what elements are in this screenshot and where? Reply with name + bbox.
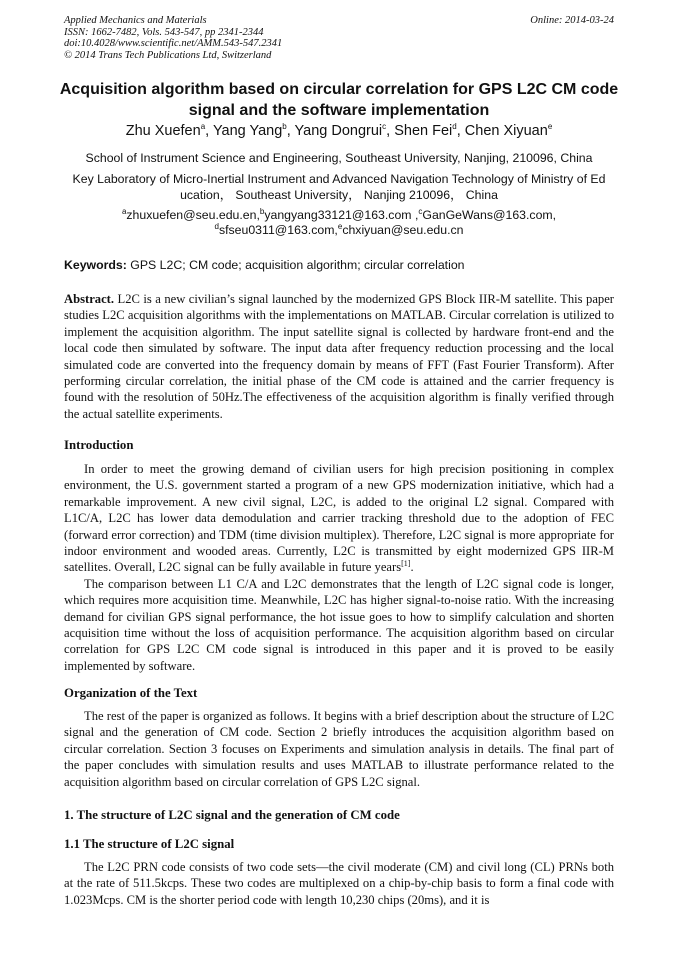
emails (100, 208, 578, 238)
paragraph: The rest of the paper is organized as follows. It begins with a brief description about the structure of L2C signal and the generation of CM code. Section 2 briefly introduces the acquisition algorithm based on circular correlation. Section 3 focuses on Experiments and simulation analysis in details. The final part of the paper concludes with simulation results and uses MATLAB to illustrate performance related to the acquisition algorithm based on circular correlation of GPS L2C signal. (64, 709, 614, 789)
keywords-text: GPS L2C; CM code; acquisition algorithm; circular correlation (126, 258, 465, 272)
affiliation-2: Key Laboratory of Micro-Inertial Instrument and Advanced Navigation Technology of Ministry of Ed ucation， Southeast University， Nanjing 210096， China (72, 172, 606, 202)
journal-header (64, 15, 614, 61)
paragraph-text: . (410, 560, 414, 575)
section-heading: 1. The structure of L2C signal and the generation of CM code (64, 808, 400, 822)
email: yangyang33121@163.com , (264, 208, 419, 222)
abstract (64, 291, 614, 422)
section-heading: Organization of the Text (64, 686, 198, 700)
abstract-text: L2C is a new civilian’s signal launched by the modernized GPS Block IIR-M satellite. This paper studies L2C acquisition algorithms with the implementations on MATLAB. Circular correlation is utilized to implement the acquisition algorithm. The input satellite signal is collected by hardware front-end and the local code then simulated by software. The input data after frequency reduction processing and the local simulated code are converted into the frequency domain by means of FFT (Fast Fourier Transform). After performing circular correlation, the initial phase of the CM code is attained and the carrier frequency is found with the resolution of 50Hz.The effectiveness of the acquisition algorithm is finally verified through the actual satellite experiments. (64, 292, 614, 421)
intro-body (64, 461, 614, 674)
email: zhuxuefen@seu.edu.en, (126, 208, 260, 222)
keywords (64, 258, 465, 272)
sec1-body (64, 859, 614, 908)
author-list: Zhu Xuefen$^a$, Yang Yang$^b$, Yang Dongrui$^c$, Shen Fei$^d$, Chen Xiyuan$^e$ (125, 122, 553, 139)
email-sup: b (259, 206, 265, 216)
issn: ISSN: 1662-7482, Vols. 543-547, pp 2341-2344 (64, 26, 264, 38)
org-body (64, 708, 614, 790)
author: Shen Fei (394, 123, 453, 139)
subsection-heading: 1.1 The structure of L2C signal (64, 837, 235, 851)
affiliation-1: School of Instrument Science and Engineering, Southeast University, Nanjing, 210096, China (85, 151, 593, 165)
author-sup: e (547, 122, 553, 132)
paper-title: Acquisition algorithm based on circular correlation for GPS L2C CM code signal and the software implementation (59, 81, 619, 119)
author-sup: d (452, 122, 457, 132)
copyright: © 2014 Trans Tech Publications Ltd, Switzerland (64, 49, 272, 61)
email: sfseu0311@163.com, (218, 223, 338, 237)
email-sup: a (121, 206, 127, 216)
author: Yang Yang (212, 123, 283, 139)
email: chxiyuan@seu.edu.cn (342, 223, 464, 237)
doi: doi:10.4028/www.scientific.net/AMM.543-547.2341 (64, 38, 283, 49)
online-date: Online: 2014-03-24 (530, 15, 614, 26)
journal-name: Applied Mechanics and Materials (64, 15, 207, 26)
email-sup: e (337, 221, 343, 231)
section-heading: Introduction (64, 438, 134, 452)
email-sup: c (418, 206, 423, 216)
author: Zhu Xuefen (125, 123, 201, 139)
paragraph (64, 461, 614, 576)
author-sup: b (282, 122, 287, 132)
paragraph-text: In order to meet the growing demand of civilian users for high precision positioning in complex environment, the U.S. government started a program of a new GPS modernization initiative, which had a remarkable improvement. A new civil signal, L2C, is added to the original L2 signal. Compared with L1C/A, L2C has lower data demodulation and carrier tracking threshold due to the adoption of FEC (forward error correction) and TDM (time division multiplex). Therefore, L2C signal is more appropriate for indoor environment and wooded areas. Currently, L2C is transmitted by eight modernized GPS IIR-M satellites. Overall, L2C signal can be fully available in future years (64, 462, 614, 575)
author: Yang Dongrui (294, 123, 383, 139)
author-sup: c (382, 122, 387, 132)
email-sup: d (214, 221, 219, 231)
paragraph: The L2C PRN code consists of two code sets—the civil moderate (CM) and civil long (CL) PRNs both at the rate of 511.5kcps. These two codes are multiplexed on a chip-by-chip basis to form a final code with 1.023Mcps. CM is the shorter period code with length 10,230 chips (20ms), and it is (64, 860, 614, 907)
author-sup: a (200, 122, 206, 132)
abstract-label: Abstract. (64, 292, 115, 306)
keywords-label: Keywords: (64, 258, 127, 272)
author: Chen Xiyuan (464, 123, 548, 139)
email: GanGeWans@163.com, (422, 208, 557, 222)
paragraph: The comparison between L1 C/A and L2C demonstrates that the length of L2C signal code is longer, which requires more acquisition time. Meanwhile, L2C has higher signal-to-noise ratio. With the increasing demand for civilian GPS signal performance, the hot issue goes to how to simplify calculation and shorten acquisition time without the loss of acquisition performance. The acquisition algorithm based on circular correlation for GPS L2C CM code signal is introduced in this paper and it is proved to be easily implemented by software. (64, 576, 614, 673)
citation: [1] (401, 559, 411, 569)
